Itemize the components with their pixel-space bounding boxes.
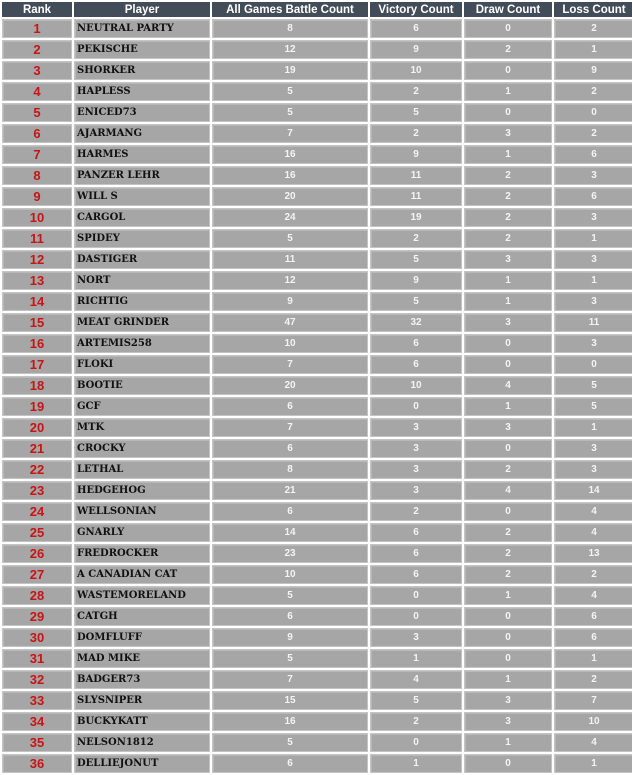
draw-count: 4 — [464, 376, 552, 395]
loss-count: 2 — [554, 670, 632, 689]
table-row — [2, 61, 632, 80]
draw-count: 0 — [464, 19, 552, 38]
player-name: FLOKI — [74, 355, 210, 374]
player-name: NORT — [74, 271, 210, 290]
loss-count: 11 — [554, 313, 632, 332]
draw-count: 0 — [464, 61, 552, 80]
victory-count: 3 — [370, 628, 462, 647]
player-name: RICHTIG — [74, 292, 210, 311]
loss-count: 13 — [554, 544, 632, 563]
table-row — [2, 376, 632, 395]
rank-cell: 3 — [2, 61, 72, 80]
draw-count: 1 — [464, 271, 552, 290]
draw-count: 0 — [464, 628, 552, 647]
victory-count: 9 — [370, 145, 462, 164]
rank-cell: 10 — [2, 208, 72, 227]
loss-count: 6 — [554, 628, 632, 647]
table-row — [2, 586, 632, 605]
player-name: AJARMANG — [74, 124, 210, 143]
victory-count: 2 — [370, 229, 462, 248]
battle-count: 11 — [212, 250, 368, 269]
table-row — [2, 397, 632, 416]
player-name: DELLIEJONUT — [74, 754, 210, 773]
battle-count: 16 — [212, 712, 368, 731]
draw-count: 2 — [464, 40, 552, 59]
loss-count: 1 — [554, 40, 632, 59]
victory-count: 6 — [370, 334, 462, 353]
victory-count: 6 — [370, 544, 462, 563]
battle-count: 9 — [212, 628, 368, 647]
loss-count: 2 — [554, 565, 632, 584]
battle-count: 8 — [212, 460, 368, 479]
table-row — [2, 334, 632, 353]
victory-count: 3 — [370, 460, 462, 479]
table-row — [2, 19, 632, 38]
header-loss-count[interactable]: Loss Count — [554, 2, 632, 17]
draw-count: 1 — [464, 292, 552, 311]
battle-count: 21 — [212, 481, 368, 500]
player-name: WILL S — [74, 187, 210, 206]
table-header — [2, 2, 632, 17]
victory-count: 5 — [370, 292, 462, 311]
victory-count: 6 — [370, 565, 462, 584]
battle-count: 6 — [212, 397, 368, 416]
table-row — [2, 40, 632, 59]
victory-count: 10 — [370, 61, 462, 80]
table-row — [2, 355, 632, 374]
table-row — [2, 607, 632, 626]
rank-cell: 28 — [2, 586, 72, 605]
loss-count: 7 — [554, 691, 632, 710]
loss-count: 0 — [554, 355, 632, 374]
draw-count: 3 — [464, 250, 552, 269]
loss-count: 1 — [554, 229, 632, 248]
table-row — [2, 523, 632, 542]
victory-count: 6 — [370, 523, 462, 542]
victory-count: 2 — [370, 502, 462, 521]
loss-count: 3 — [554, 439, 632, 458]
player-name: DASTIGER — [74, 250, 210, 269]
loss-count: 9 — [554, 61, 632, 80]
player-name: BOOTIE — [74, 376, 210, 395]
battle-count: 5 — [212, 229, 368, 248]
victory-count: 2 — [370, 82, 462, 101]
battle-count: 5 — [212, 733, 368, 752]
rank-cell: 25 — [2, 523, 72, 542]
table-row — [2, 481, 632, 500]
player-name: DOMFLUFF — [74, 628, 210, 647]
rank-cell: 5 — [2, 103, 72, 122]
battle-count: 6 — [212, 439, 368, 458]
battle-count: 5 — [212, 82, 368, 101]
draw-count: 2 — [464, 460, 552, 479]
player-name: CARGOL — [74, 208, 210, 227]
battle-count: 23 — [212, 544, 368, 563]
battle-count: 6 — [212, 502, 368, 521]
loss-count: 1 — [554, 649, 632, 668]
loss-count: 4 — [554, 586, 632, 605]
player-name: BADGER73 — [74, 670, 210, 689]
table-row — [2, 250, 632, 269]
player-name: ENICED73 — [74, 103, 210, 122]
loss-count: 6 — [554, 607, 632, 626]
draw-count: 0 — [464, 502, 552, 521]
battle-count: 20 — [212, 187, 368, 206]
draw-count: 0 — [464, 649, 552, 668]
victory-count: 2 — [370, 124, 462, 143]
player-name: MEAT GRINDER — [74, 313, 210, 332]
victory-count: 4 — [370, 670, 462, 689]
player-name: SHORKER — [74, 61, 210, 80]
player-name: A CANADIAN CAT — [74, 565, 210, 584]
table-row — [2, 229, 632, 248]
victory-count: 11 — [370, 187, 462, 206]
table-row — [2, 418, 632, 437]
rank-cell: 35 — [2, 733, 72, 752]
table-row — [2, 691, 632, 710]
table-row — [2, 82, 632, 101]
draw-count: 1 — [464, 82, 552, 101]
table-row — [2, 670, 632, 689]
loss-count: 1 — [554, 418, 632, 437]
victory-count: 1 — [370, 754, 462, 773]
rank-cell: 12 — [2, 250, 72, 269]
draw-count: 0 — [464, 439, 552, 458]
loss-count: 6 — [554, 145, 632, 164]
draw-count: 1 — [464, 586, 552, 605]
draw-count: 3 — [464, 691, 552, 710]
loss-count: 4 — [554, 523, 632, 542]
rank-cell: 23 — [2, 481, 72, 500]
battle-count: 24 — [212, 208, 368, 227]
player-name: HAPLESS — [74, 82, 210, 101]
loss-count: 1 — [554, 271, 632, 290]
loss-count: 1 — [554, 754, 632, 773]
draw-count: 2 — [464, 187, 552, 206]
table-row — [2, 124, 632, 143]
battle-count: 7 — [212, 418, 368, 437]
battle-count: 8 — [212, 19, 368, 38]
player-name: ARTEMIS258 — [74, 334, 210, 353]
battle-count: 16 — [212, 166, 368, 185]
rank-cell: 27 — [2, 565, 72, 584]
table-row — [2, 439, 632, 458]
battle-count: 19 — [212, 61, 368, 80]
victory-count: 2 — [370, 712, 462, 731]
victory-count: 9 — [370, 271, 462, 290]
draw-count: 2 — [464, 565, 552, 584]
player-name: MTK — [74, 418, 210, 437]
rank-cell: 17 — [2, 355, 72, 374]
player-name: BUCKYKATT — [74, 712, 210, 731]
victory-count: 0 — [370, 733, 462, 752]
loss-count: 3 — [554, 208, 632, 227]
table-row — [2, 103, 632, 122]
draw-count: 3 — [464, 418, 552, 437]
loss-count: 14 — [554, 481, 632, 500]
draw-count: 3 — [464, 313, 552, 332]
draw-count: 1 — [464, 397, 552, 416]
draw-count: 4 — [464, 481, 552, 500]
rank-cell: 32 — [2, 670, 72, 689]
battle-count: 10 — [212, 565, 368, 584]
player-name: WASTEMORELAND — [74, 586, 210, 605]
draw-count: 2 — [464, 229, 552, 248]
rank-cell: 24 — [2, 502, 72, 521]
victory-count: 1 — [370, 649, 462, 668]
table-row — [2, 208, 632, 227]
victory-count: 3 — [370, 481, 462, 500]
rank-cell: 15 — [2, 313, 72, 332]
victory-count: 11 — [370, 166, 462, 185]
rank-cell: 16 — [2, 334, 72, 353]
battle-count: 12 — [212, 271, 368, 290]
player-name: PEKISCHE — [74, 40, 210, 59]
player-name: SLYSNIPER — [74, 691, 210, 710]
draw-count: 2 — [464, 208, 552, 227]
draw-count: 2 — [464, 166, 552, 185]
battle-count: 12 — [212, 40, 368, 59]
draw-count: 0 — [464, 334, 552, 353]
rank-cell: 29 — [2, 607, 72, 626]
battle-count: 20 — [212, 376, 368, 395]
player-name: MAD MIKE — [74, 649, 210, 668]
battle-count: 10 — [212, 334, 368, 353]
loss-count: 4 — [554, 733, 632, 752]
table-row — [2, 271, 632, 290]
battle-count: 5 — [212, 649, 368, 668]
battle-count: 5 — [212, 103, 368, 122]
table-row — [2, 649, 632, 668]
rank-cell: 31 — [2, 649, 72, 668]
player-name: PANZER LEHR — [74, 166, 210, 185]
rank-cell: 7 — [2, 145, 72, 164]
header-rank[interactable]: Rank — [2, 2, 72, 17]
victory-count: 6 — [370, 355, 462, 374]
draw-count: 0 — [464, 355, 552, 374]
draw-count: 2 — [464, 544, 552, 563]
rank-cell: 20 — [2, 418, 72, 437]
victory-count: 0 — [370, 397, 462, 416]
table-row — [2, 145, 632, 164]
battle-count: 7 — [212, 670, 368, 689]
victory-count: 32 — [370, 313, 462, 332]
rank-cell: 1 — [2, 19, 72, 38]
rank-cell: 9 — [2, 187, 72, 206]
loss-count: 2 — [554, 82, 632, 101]
rank-cell: 6 — [2, 124, 72, 143]
loss-count: 0 — [554, 103, 632, 122]
loss-count: 5 — [554, 397, 632, 416]
loss-count: 3 — [554, 334, 632, 353]
victory-count: 6 — [370, 19, 462, 38]
loss-count: 5 — [554, 376, 632, 395]
header-victory-count[interactable]: Victory Count — [370, 2, 462, 17]
loss-count: 3 — [554, 460, 632, 479]
rank-cell: 19 — [2, 397, 72, 416]
player-name: NELSON1812 — [74, 733, 210, 752]
rank-cell: 14 — [2, 292, 72, 311]
table-row — [2, 292, 632, 311]
victory-count: 5 — [370, 103, 462, 122]
player-name: CATGH — [74, 607, 210, 626]
loss-count: 3 — [554, 292, 632, 311]
rank-cell: 4 — [2, 82, 72, 101]
draw-count: 3 — [464, 712, 552, 731]
player-name: GNARLY — [74, 523, 210, 542]
header-draw-count[interactable]: Draw Count — [464, 2, 552, 17]
player-name: GCF — [74, 397, 210, 416]
loss-count: 2 — [554, 124, 632, 143]
battle-count: 7 — [212, 355, 368, 374]
table-row — [2, 187, 632, 206]
table-row — [2, 313, 632, 332]
battle-count: 14 — [212, 523, 368, 542]
draw-count: 3 — [464, 124, 552, 143]
rank-cell: 21 — [2, 439, 72, 458]
victory-count: 10 — [370, 376, 462, 395]
rank-cell: 18 — [2, 376, 72, 395]
table-row — [2, 544, 632, 563]
rank-cell: 13 — [2, 271, 72, 290]
table-row — [2, 166, 632, 185]
player-name: WELLSONIAN — [74, 502, 210, 521]
table-row — [2, 628, 632, 647]
battle-count: 6 — [212, 754, 368, 773]
table-row — [2, 733, 632, 752]
victory-count: 9 — [370, 40, 462, 59]
battle-count: 15 — [212, 691, 368, 710]
rank-cell: 11 — [2, 229, 72, 248]
table-row — [2, 754, 632, 773]
draw-count: 0 — [464, 754, 552, 773]
player-name: NEUTRAL PARTY — [74, 19, 210, 38]
player-name: SPIDEY — [74, 229, 210, 248]
victory-count: 3 — [370, 418, 462, 437]
loss-count: 3 — [554, 250, 632, 269]
rank-cell: 22 — [2, 460, 72, 479]
player-name: CROCKY — [74, 439, 210, 458]
loss-count: 3 — [554, 166, 632, 185]
loss-count: 2 — [554, 19, 632, 38]
loss-count: 6 — [554, 187, 632, 206]
battle-count: 16 — [212, 145, 368, 164]
battle-count: 7 — [212, 124, 368, 143]
battle-count: 6 — [212, 607, 368, 626]
victory-count: 19 — [370, 208, 462, 227]
loss-count: 4 — [554, 502, 632, 521]
rank-cell: 36 — [2, 754, 72, 773]
draw-count: 1 — [464, 733, 552, 752]
victory-count: 0 — [370, 607, 462, 626]
victory-count: 5 — [370, 691, 462, 710]
rank-cell: 33 — [2, 691, 72, 710]
loss-count: 10 — [554, 712, 632, 731]
victory-count: 5 — [370, 250, 462, 269]
draw-count: 0 — [464, 103, 552, 122]
table-row — [2, 565, 632, 584]
draw-count: 1 — [464, 145, 552, 164]
victory-count: 3 — [370, 439, 462, 458]
header-player[interactable]: Player — [74, 2, 210, 17]
table-row — [2, 712, 632, 731]
table-row — [2, 460, 632, 479]
player-name: LETHAL — [74, 460, 210, 479]
victory-count: 0 — [370, 586, 462, 605]
rank-cell: 34 — [2, 712, 72, 731]
player-name: FREDROCKER — [74, 544, 210, 563]
rank-cell: 2 — [2, 40, 72, 59]
draw-count: 1 — [464, 670, 552, 689]
draw-count: 2 — [464, 523, 552, 542]
table-body — [2, 19, 632, 773]
battle-count: 9 — [212, 292, 368, 311]
battle-count: 47 — [212, 313, 368, 332]
header-row — [2, 2, 632, 17]
rank-cell: 30 — [2, 628, 72, 647]
header-battle-count[interactable]: All Games Battle Count — [212, 2, 368, 17]
battle-count: 5 — [212, 586, 368, 605]
player-name: HARMES — [74, 145, 210, 164]
player-name: HEDGEHOG — [74, 481, 210, 500]
table-row — [2, 502, 632, 521]
rank-cell: 26 — [2, 544, 72, 563]
rank-cell: 8 — [2, 166, 72, 185]
draw-count: 0 — [464, 607, 552, 626]
